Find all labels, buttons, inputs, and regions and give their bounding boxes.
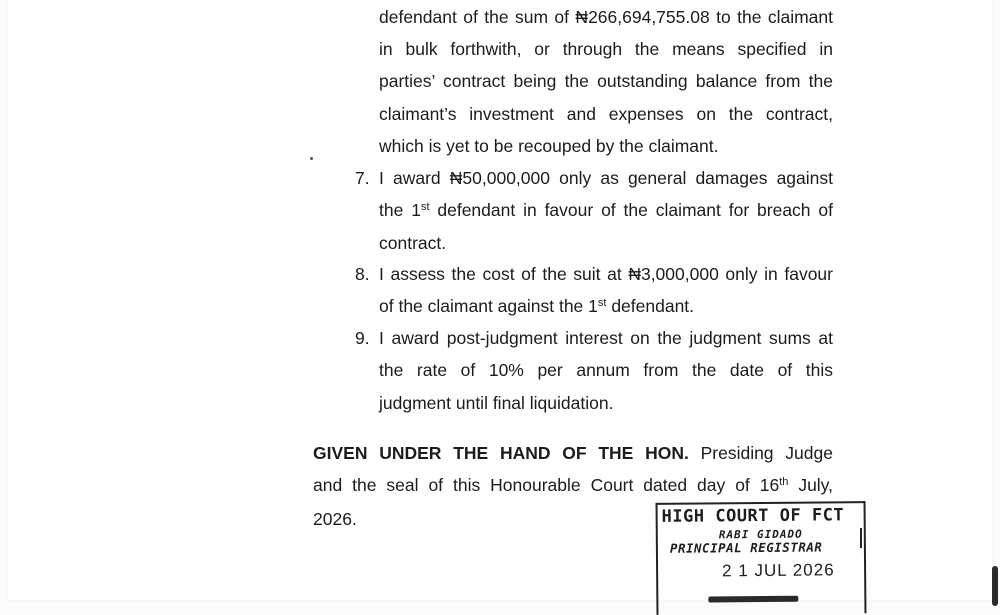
- closing-line: 2026.: [313, 509, 357, 529]
- stamp-date: 2 1 JUL 2026: [722, 560, 835, 581]
- closing-bold-lead: GIVEN UNDER THE HAND OF THE HON.: [313, 443, 689, 463]
- text-line: in bulk forthwith, or through the means specified in: [379, 39, 833, 59]
- closing-line: [313, 474, 833, 496]
- document-page: [8, 0, 992, 600]
- superscript: st: [597, 297, 607, 309]
- text-line: parties’ contract being the outstanding balance from the: [379, 71, 833, 91]
- stray-mark: [310, 157, 313, 160]
- text-line: contract.: [379, 233, 447, 253]
- court-stamp: [656, 501, 867, 615]
- stamp-registrar-role: PRINCIPAL REGISTRAR: [669, 539, 823, 556]
- item-number: 7.: [355, 168, 370, 188]
- text-line: I assess the cost of the suit at ₦3,000,000 only in favour: [379, 264, 833, 284]
- item-number: 9.: [355, 328, 370, 348]
- stamp-title: HIGH COURT OF FCT: [661, 505, 845, 527]
- superscript: th: [779, 476, 789, 488]
- text-line: I award post-judgment interest on the judgment sums at: [379, 328, 833, 348]
- text-fragment: defendant in favour of the claimant for breach of: [429, 200, 833, 220]
- stamp-registrar-name: RABI GIDADO: [718, 527, 803, 542]
- closing-line: [313, 442, 833, 464]
- stamp-edge-mark: [860, 528, 862, 548]
- text-line: I award ₦50,000,000 only as general damages against: [379, 168, 833, 188]
- text-fragment: and the seal of this Honourable Court dated day of 16: [313, 475, 780, 495]
- superscript: st: [420, 201, 430, 213]
- text-line: judgment until final liquidation.: [379, 393, 614, 413]
- text-line: [379, 295, 833, 317]
- text-line: which is yet to be recouped by the claimant.: [379, 136, 719, 156]
- text-fragment: of the claimant against the 1: [379, 296, 598, 316]
- stamp-cutoff-text: [708, 596, 798, 603]
- text-line: defendant of the sum of ₦266,694,755.08 to the claimant: [379, 7, 833, 27]
- text-line: claimant’s investment and expenses on the contract,: [379, 104, 833, 124]
- text-line: [379, 199, 833, 221]
- text-fragment: July,: [788, 475, 833, 495]
- text-fragment: defendant.: [606, 296, 695, 316]
- text-fragment: Presiding Judge: [688, 443, 833, 463]
- text-line: the rate of 10% per annum from the date of this: [379, 360, 833, 380]
- item-number: 8.: [355, 264, 370, 284]
- text-fragment: the 1: [379, 200, 421, 220]
- scrollbar-thumb[interactable]: [992, 566, 998, 606]
